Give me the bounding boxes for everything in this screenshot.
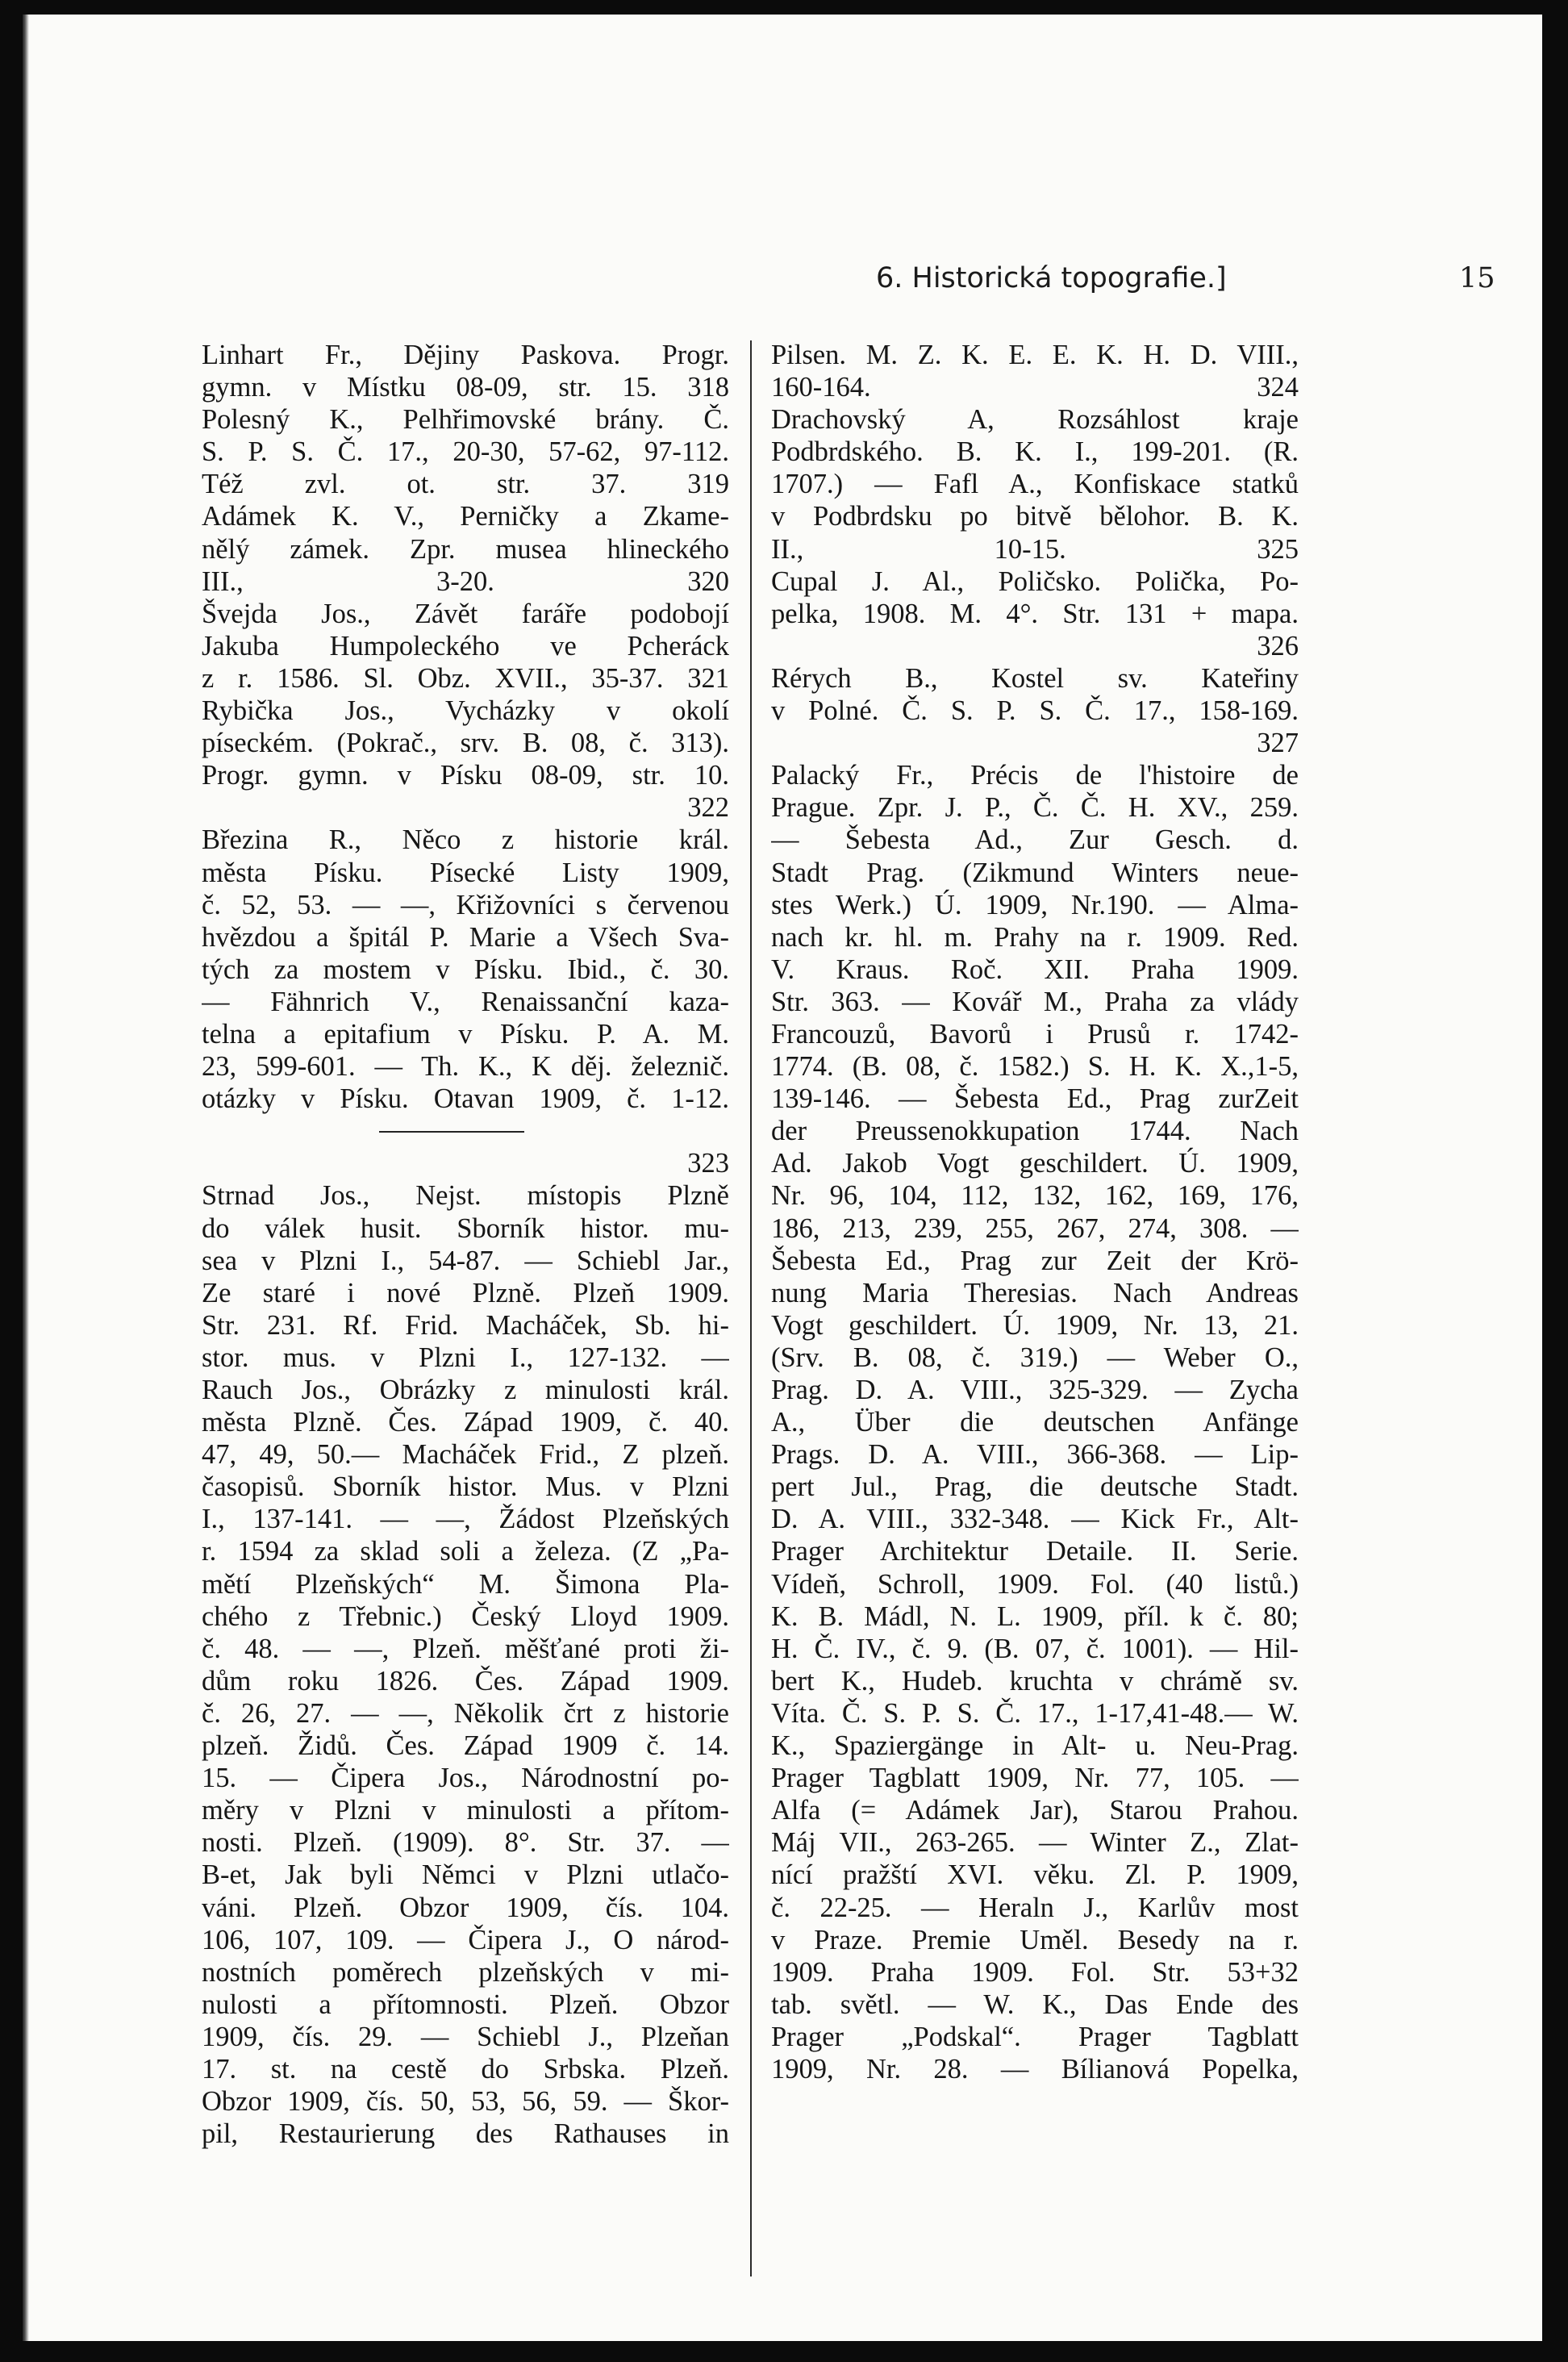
text-line: II., 10-15. 325: [771, 533, 1299, 565]
text-line: č. 26, 27. — —, Několik črt z historie: [202, 1697, 729, 1729]
text-line: nostních poměrech plzeňských v mi-: [202, 1956, 729, 1988]
text-line: D. A. VIII., 332-348. — Kick Fr., Alt-: [771, 1504, 1299, 1535]
text-line: 139-146. — Šebesta Ed., Prag zurZeit: [771, 1083, 1299, 1115]
text-line: telna a epitafium v Písku. P. A. M.: [202, 1018, 729, 1050]
column-divider: [750, 340, 752, 2276]
text-line: v Polné. Č. S. P. S. Č. 17., 158-169.: [771, 695, 1299, 727]
text-line: Březina R., Něco z historie král.: [202, 824, 729, 856]
text-line: č. 52, 53. — —, Křižovníci s červenou: [202, 889, 729, 920]
text-line: — Šebesta Ad., Zur Gesch. d.: [771, 824, 1299, 856]
text-line: tých za mostem v Písku. Ibid., č. 30.: [202, 954, 729, 985]
text-line: 17. st. na cestě do Srbska. Plzeň.: [202, 2053, 729, 2084]
text-line: Str. 363. — Kovář M., Praha za vlády: [771, 986, 1299, 1017]
text-line: der Preussenokkupation 1744. Nach: [771, 1116, 1299, 1147]
text-line: tab. světl. — W. K., Das Ende des: [771, 1989, 1299, 2020]
text-line: 23, 599-601. — Th. K., K děj. železnič.: [202, 1051, 729, 1083]
text-line: (Srv. B. 08, č. 319.) — Weber O.,: [771, 1342, 1299, 1373]
text-line: měry v Plzni v minulosti a přítom-: [202, 1795, 729, 1826]
text-line: 323: [687, 1148, 729, 1179]
text-line: bert K., Hudeb. kruchta v chrámě sv.: [771, 1665, 1299, 1696]
text-line: Rauch Jos., Obrázky z minulosti král.: [202, 1375, 729, 1405]
text-line: z r. 1586. Sl. Obz. XVII., 35-37. 321: [202, 662, 729, 694]
text-line: stor. mus. v Plzni I., 127-132. —: [202, 1342, 729, 1373]
text-line: mětí Plzeňských“ M. Šimona Pla-: [202, 1568, 729, 1600]
text-line: č. 48. — —, Plzeň. měšťané proti ži-: [202, 1633, 729, 1664]
text-line: Ze staré i nové Plzně. Plzeň 1909.: [202, 1277, 729, 1308]
text-line: 326: [1257, 630, 1299, 661]
text-line: Ad. Jakob Vogt geschildert. Ú. 1909,: [771, 1148, 1299, 1179]
text-line: Cupal J. Al., Poličsko. Polička, Po-: [771, 565, 1299, 597]
text-line: Drachovský A, Rozsáhlost kraje: [771, 404, 1299, 436]
text-line: r. 1594 za sklad soli a železa. (Z „Pa-: [202, 1536, 729, 1567]
text-line: Polesný K., Pelhřimovské brány. Č.: [202, 404, 729, 436]
text-line: 1909, Nr. 28. — Bílianová Popelka,: [771, 2053, 1299, 2084]
text-line: — Fähnrich V., Renaissanční kaza-: [202, 986, 729, 1017]
text-line: Strnad Jos., Nejst. místopis Plzně: [202, 1180, 729, 1212]
text-line: 1909. Praha 1909. Fol. Str. 53+32: [771, 1956, 1299, 1988]
text-line: Progr. gymn. v Písku 08-09, str. 10.: [202, 760, 729, 791]
text-line: časopisů. Sborník histor. Mus. v Plzni: [202, 1471, 729, 1503]
text-line: chého z Třebnic.) Český Lloyd 1909.: [202, 1600, 729, 1632]
text-line: nosti. Plzeň. (1909). 8°. Str. 37. —: [202, 1827, 729, 1859]
text-line: do válek husit. Sborník histor. mu-: [202, 1212, 729, 1244]
left-column: [202, 339, 729, 2150]
text-line: 186, 213, 239, 255, 267, 274, 308. —: [771, 1212, 1299, 1244]
text-line: S. P. S. Č. 17., 20-30, 57-62, 97-112.: [202, 436, 729, 468]
text-line: Rybička Jos., Vycházky v okolí: [202, 695, 729, 727]
text-line: Prag. D. A. VIII., 325-329. — Zycha: [771, 1375, 1299, 1405]
text-line: plzeň. Židů. Čes. Západ 1909 č. 14.: [202, 1730, 729, 1762]
text-line: Vídeň, Schroll, 1909. Fol. (40 listů.): [771, 1568, 1299, 1600]
text-line: nící pražští XVI. věku. Zl. P. 1909,: [771, 1859, 1299, 1891]
text-line: v Praze. Premie Uměl. Besedy na r.: [771, 1924, 1299, 1955]
text-line: sea v Plzni I., 54-87. — Schiebl Jar.,: [202, 1245, 729, 1276]
text-line: Máj VII., 263-265. — Winter Z., Zlat-: [771, 1827, 1299, 1859]
text-line: Rérych B., Kostel sv. Kateřiny: [771, 662, 1299, 694]
text-line: nělý zámek. Zpr. musea hlineckého: [202, 533, 729, 565]
text-line: 327: [1257, 728, 1299, 759]
text-line: Nr. 96, 104, 112, 132, 162, 169, 176,: [771, 1180, 1299, 1212]
section-title: 6. Historická topografie.]: [876, 262, 1227, 294]
text-line: 1707.) — Fafl A., Konfiskace statků: [771, 469, 1299, 500]
text-line: nung Maria Theresias. Nach Andreas: [771, 1277, 1299, 1308]
text-line: Palacký Fr., Précis de l'histoire de: [771, 760, 1299, 791]
text-line: Jakuba Humpoleckého ve Pcheráck: [202, 630, 729, 661]
text-line: v Podbrdsku po bitvě bělohor. B. K.: [771, 501, 1299, 532]
text-line: stes Werk.) Ú. 1909, Nr.190. — Alma-: [771, 889, 1299, 920]
text-line: Podbrdského. B. K. I., 199-201. (R.: [771, 436, 1299, 468]
text-line: III., 3-20. 320: [202, 565, 729, 597]
text-line: Vogt geschildert. Ú. 1909, Nr. 13, 21.: [771, 1309, 1299, 1341]
text-line: města Plzně. Čes. Západ 1909, č. 40.: [202, 1407, 729, 1438]
text-line: 15. — Čipera Jos., Národnostní po-: [202, 1763, 729, 1794]
text-line: 1909, čís. 29. — Schiebl J., Plzeňan: [202, 2021, 729, 2052]
text-line: Alfa (= Adámek Jar), Starou Prahou.: [771, 1795, 1299, 1826]
text-line: Prager Architektur Detaile. II. Serie.: [771, 1536, 1299, 1567]
text-line: hvězdou a špitál P. Marie a Všech Sva-: [202, 921, 729, 953]
text-line: K. B. Mádl, N. L. 1909, příl. k č. 80;: [771, 1600, 1299, 1632]
text-line: gymn. v Místku 08-09, str. 15. 318: [202, 372, 729, 403]
text-line: píseckém. (Pokrač., srv. B. 08, č. 313).: [202, 728, 729, 759]
text-line: Stadt Prag. (Zikmund Winters neue-: [771, 857, 1299, 888]
text-line: pil, Restaurierung des Rathauses in: [202, 2118, 729, 2150]
text-line: Prags. D. A. VIII., 366-368. — Lip-: [771, 1439, 1299, 1471]
text-line: 1774. (B. 08, č. 1582.) S. H. K. X.,1-5,: [771, 1051, 1299, 1083]
text-line: K., Spaziergänge in Alt- u. Neu-Prag.: [771, 1730, 1299, 1762]
running-head: [23, 262, 1542, 303]
text-line: pert Jul., Prag, die deutsche Stadt.: [771, 1471, 1299, 1503]
page-number: 15: [1459, 262, 1495, 294]
text-line: H. Č. IV., č. 9. (B. 07, č. 1001). — Hil-: [771, 1633, 1299, 1664]
text-line: nulosti a přítomnosti. Plzeň. Obzor: [202, 1989, 729, 2020]
text-line: Prager „Podskal“. Prager Tagblatt: [771, 2021, 1299, 2052]
book-page: [23, 15, 1542, 2341]
text-line: [202, 1115, 729, 1147]
text-line: Obzor 1909, čís. 50, 53, 56, 59. — Škor-: [202, 2086, 729, 2118]
text-line: 106, 107, 109. — Čipera J., O národ-: [202, 1924, 729, 1955]
text-line: pelka, 1908. M. 4°. Str. 131 + mapa.: [771, 598, 1299, 629]
text-line: váni. Plzeň. Obzor 1909, čís. 104.: [202, 1892, 729, 1923]
text-line: Pilsen. M. Z. K. E. E. K. H. D. VIII.,: [771, 340, 1299, 370]
text-line: Francouzů, Bavorů i Prusů r. 1742-: [771, 1018, 1299, 1050]
text-line: otázky v Písku. Otavan 1909, č. 1-12.: [202, 1083, 729, 1115]
text-line: A., Über die deutschen Anfänge: [771, 1407, 1299, 1438]
text-line: Šebesta Ed., Prag zur Zeit der Krö-: [771, 1245, 1299, 1276]
text-line: B-et, Jak byli Němci v Plzni utlačo-: [202, 1859, 729, 1891]
text-line: Švejda Jos., Závět faráře podobojí: [202, 598, 729, 629]
right-column: [771, 339, 1299, 2085]
text-line: nach kr. hl. m. Prahy na r. 1909. Red.: [771, 921, 1299, 953]
text-line: města Písku. Písecké Listy 1909,: [202, 857, 729, 888]
page-edge: [23, 15, 29, 2341]
text-line: č. 22-25. — Heraln J., Karlův most: [771, 1892, 1299, 1923]
text-line: Též zvl. ot. str. 37. 319: [202, 469, 729, 500]
text-line: 160-164. 324: [771, 372, 1299, 403]
text-line: 47, 49, 50.— Macháček Frid., Z plzeň.: [202, 1439, 729, 1471]
text-line: I., 137-141. — —, Žádost Plzeňských: [202, 1504, 729, 1535]
text-line: Str. 231. Rf. Frid. Macháček, Sb. hi-: [202, 1309, 729, 1341]
text-line: dům roku 1826. Čes. Západ 1909.: [202, 1665, 729, 1696]
text-line: 322: [687, 792, 729, 824]
text-line: Adámek K. V., Perničky a Zkame-: [202, 501, 729, 532]
text-line: V. Kraus. Roč. XII. Praha 1909.: [771, 954, 1299, 985]
text-line: Víta. Č. S. P. S. Č. 17., 1-17,41-48.— W.: [771, 1697, 1299, 1729]
text-line: Prager Tagblatt 1909, Nr. 77, 105. —: [771, 1763, 1299, 1794]
text-line: Linhart Fr., Dějiny Paskova. Progr.: [202, 340, 729, 370]
text-line: Prague. Zpr. J. P., Č. Č. H. XV., 259.: [771, 792, 1299, 824]
